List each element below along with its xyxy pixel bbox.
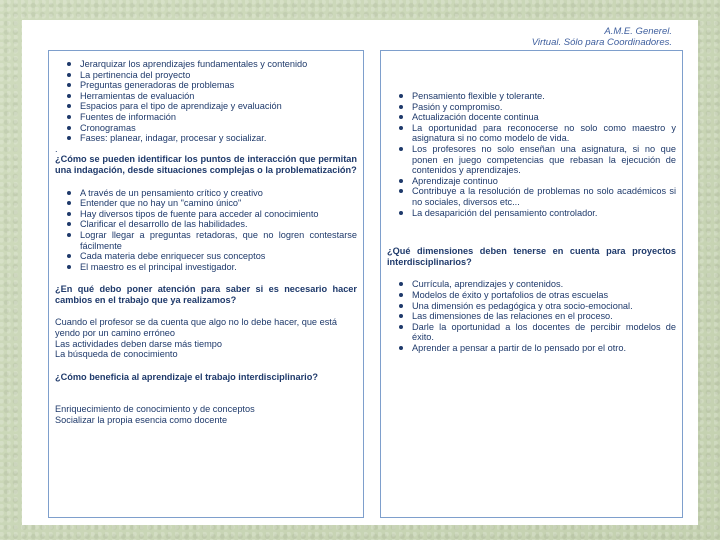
list-item: Espacios para el tipo de aprendizaje y evaluación [55, 101, 357, 112]
list-item: La pertinencia del proyecto [55, 70, 357, 81]
list-item: Las dimensiones de las relaciones en el proceso. [387, 311, 676, 322]
list-item: Entender que no hay un "camino único" [55, 198, 357, 209]
list-item: Lograr llegar a preguntas retadoras, que no logren contestarse fácilmente [55, 230, 357, 251]
question-interdisciplinary-benefit: ¿Cómo beneficia al aprendizaje el trabajo interdisciplinario? [55, 371, 318, 382]
list-item: A través de un pensamiento crítico y creativo [55, 188, 357, 199]
list-item: Clarificar el desarrollo de las habilidades. [55, 219, 357, 230]
paragraph: Socializar la propia esencia como docente [55, 415, 228, 426]
header-title: A.M.E. Generel. [604, 26, 672, 37]
stray-dot: . [55, 143, 58, 154]
list-item: Contribuye a la resolución de problemas no solo académicos si no sociales, diversos etc... [387, 186, 676, 207]
list-item: Aprender a pensar a partir de lo pensado por el otro. [387, 343, 676, 354]
list-item: Aprendizaje continuo [387, 176, 676, 187]
paragraph: La búsqueda de conocimiento [55, 349, 178, 360]
list-project-elements [55, 59, 357, 144]
list-item: Hay diversos tipos de fuente para acceder al conocimiento [55, 209, 357, 220]
list-item: Preguntas generadoras de problemas [55, 80, 357, 91]
header [532, 26, 672, 48]
list-item: La oportunidad para reconocerse no solo como maestro y asignatura si no como modelo de vida. [387, 123, 676, 144]
paragraph: Las actividades deben darse más tiempo [55, 338, 223, 349]
list-item: Los profesores no solo enseñan una asignatura, si no que ponen en juego competencias que rebasan la ejecución de contenidos y aprendizajes. [387, 144, 676, 176]
list-item: Darle la oportunidad a los docentes de percibir modelos de éxito. [387, 322, 676, 343]
left-column [48, 50, 364, 518]
list-item: Fases: planear, indagar, procesar y socializar. [55, 133, 357, 144]
list-item: El maestro es el principal investigador. [55, 262, 357, 273]
document-page [22, 20, 698, 525]
question-attention-changes: ¿En qué debo poner atención para saber si es necesario hacer cambios en el trabajo que ya realizamos? [55, 284, 357, 305]
list-item: Cronogramas [55, 123, 357, 134]
list-interaction-answers [55, 188, 357, 273]
list-item: Currícula, aprendizajes y contenidos. [387, 279, 676, 290]
list-item: Fuentes de información [55, 112, 357, 123]
right-column [380, 50, 683, 518]
list-item: La desaparición del pensamiento controlador. [387, 208, 676, 219]
list-teacher-qualities [387, 91, 676, 218]
list-item: Una dimensión es pedagógica y otra socio-emocional. [387, 301, 676, 312]
list-item: Jerarquizar los aprendizajes fundamentales y contenido [55, 59, 357, 70]
question-dimensions: ¿Qué dimensiones deben tenerse en cuenta para proyectos interdisciplinarios? [387, 246, 676, 267]
list-item: Herramientas de evaluación [55, 91, 357, 102]
question-interaction-points: ¿Cómo se pueden identificar los puntos de interacción que permitan una indagación, desde situaciones complejas o la problematización? [55, 154, 357, 175]
list-item: Pensamiento flexible y tolerante. [387, 91, 676, 102]
list-dimensions [387, 279, 676, 353]
list-item: Actualización docente continua [387, 112, 676, 123]
header-subtitle: Virtual. Sólo para Coordinadores. [531, 37, 672, 48]
list-item: Modelos de éxito y portafolios de otras escuelas [387, 290, 676, 301]
list-item: Cada materia debe enriquecer sus conceptos [55, 251, 357, 262]
paragraph: Enriquecimiento de conocimiento y de conceptos [55, 404, 255, 415]
list-item: Pasión y compromiso. [387, 102, 676, 113]
paragraph: Cuando el profesor se da cuenta que algo no lo debe hacer, que está yendo por un camino erróneo [55, 317, 337, 339]
